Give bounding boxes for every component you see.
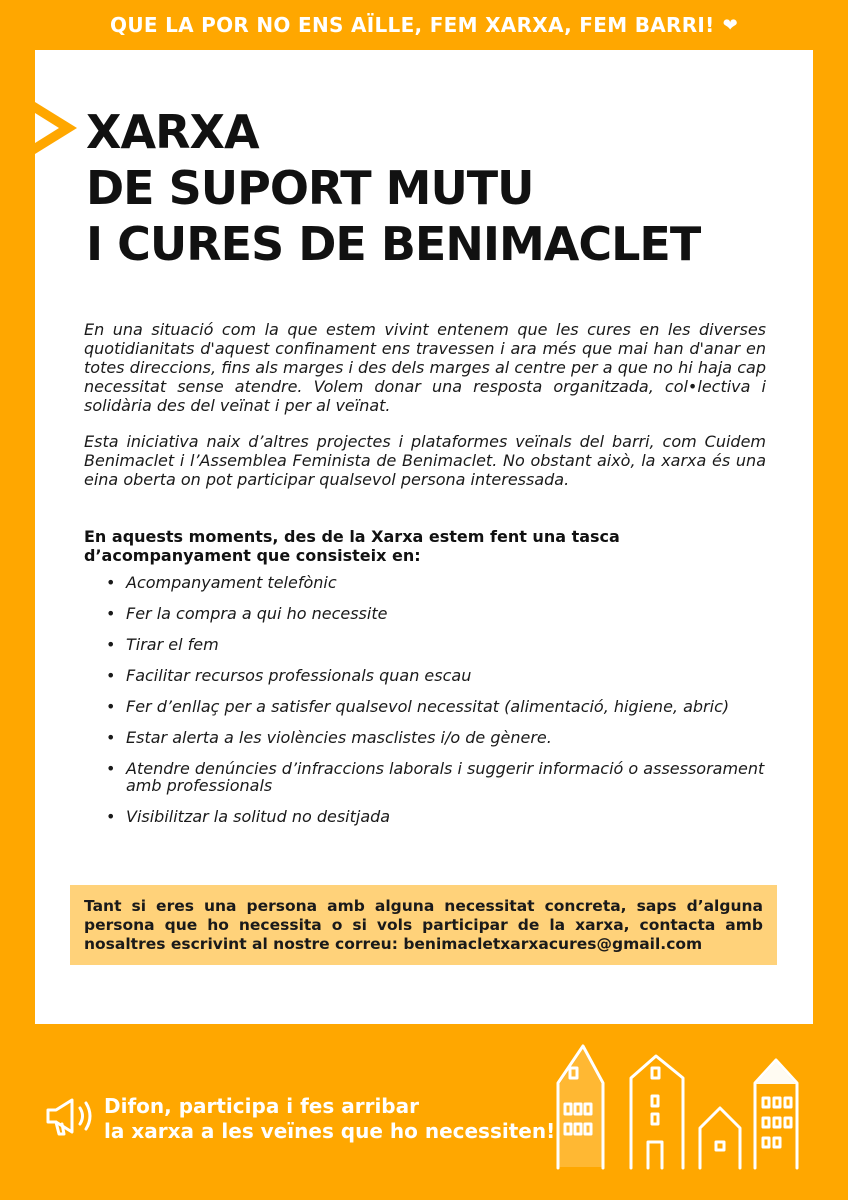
- list-item: • Atendre denúncies d’infraccions laborals i suggerir informació o assessorament amb professionals: [106, 760, 776, 794]
- contact-box: [70, 885, 777, 965]
- title-line-3: I CURES DE BENIMACLET: [86, 217, 701, 271]
- task-list: [106, 574, 776, 839]
- top-banner-text: QUE LA POR NO ENS AÏLLE, FEM XARXA, FEM BARRI!: [110, 13, 715, 37]
- houses-illustration: [548, 1038, 820, 1170]
- footer-line-1: Difon, participa i fes arribar: [104, 1094, 419, 1118]
- list-item: • Fer la compra a qui ho necessite: [106, 605, 776, 622]
- contact-text: Tant si eres una persona amb alguna necessitat concreta, saps d’alguna persona que ho necessita o si vols participar de la xarxa, contacta amb nosaltres escrivint al nostre correu: benimacletxarxacures@gmail.com: [84, 897, 763, 953]
- list-item: • Estar alerta a les violències masclistes i/o de gènere.: [106, 729, 776, 746]
- footer-text: [104, 1094, 564, 1144]
- footer-line-2: la xarxa a les veïnes que ho necessiten!: [104, 1119, 556, 1143]
- chevron-inner-shape: [35, 113, 59, 143]
- top-banner: [0, 0, 848, 50]
- title-line-1: XARXA: [86, 105, 259, 159]
- house-3: [700, 1108, 740, 1168]
- page-title: [86, 104, 786, 272]
- list-item: • Fer d’enllaç per a satisfer qualsevol necessitat (alimentació, higiene, abric): [106, 698, 776, 715]
- heart-icon: ❤: [722, 14, 738, 36]
- list-item: • Visibilitzar la solitud no desitjada: [106, 808, 776, 825]
- title-line-2: DE SUPORT MUTU: [86, 161, 534, 215]
- list-item: • Facilitar recursos professionals quan escau: [106, 667, 776, 684]
- intro-paragraph-2: Esta iniciativa naix d’altres projectes i plataformes veïnals del barri, com Cuidem Benimaclet i l’Assemblea Feminista de Benimaclet. No obstant això, la xarxa és una eina oberta on pot participar qualsevol persona interessada.: [84, 432, 766, 489]
- list-item: • Tirar el fem: [106, 636, 776, 653]
- intro-paragraph-1: En una situació com la que estem vivint entenem que les cures en les diverses quotidianitats d'aquest confinament ens travessen i ara més que mai han d'anar en totes direccions, fins als marges i des dels marges al centre per a que no hi haja cap necessitat sense atendre. Volem donar una resposta organitzada, col•lectiva i solidària des del veïnat i per al veïnat.: [84, 320, 766, 415]
- list-item: • Acompanyament telefònic: [106, 574, 776, 591]
- tasks-heading: En aquests moments, des de la Xarxa estem fent una tasca d’acompanyament que consisteix en:: [84, 527, 620, 565]
- house-2: [631, 1056, 683, 1168]
- megaphone-icon: [42, 1090, 100, 1140]
